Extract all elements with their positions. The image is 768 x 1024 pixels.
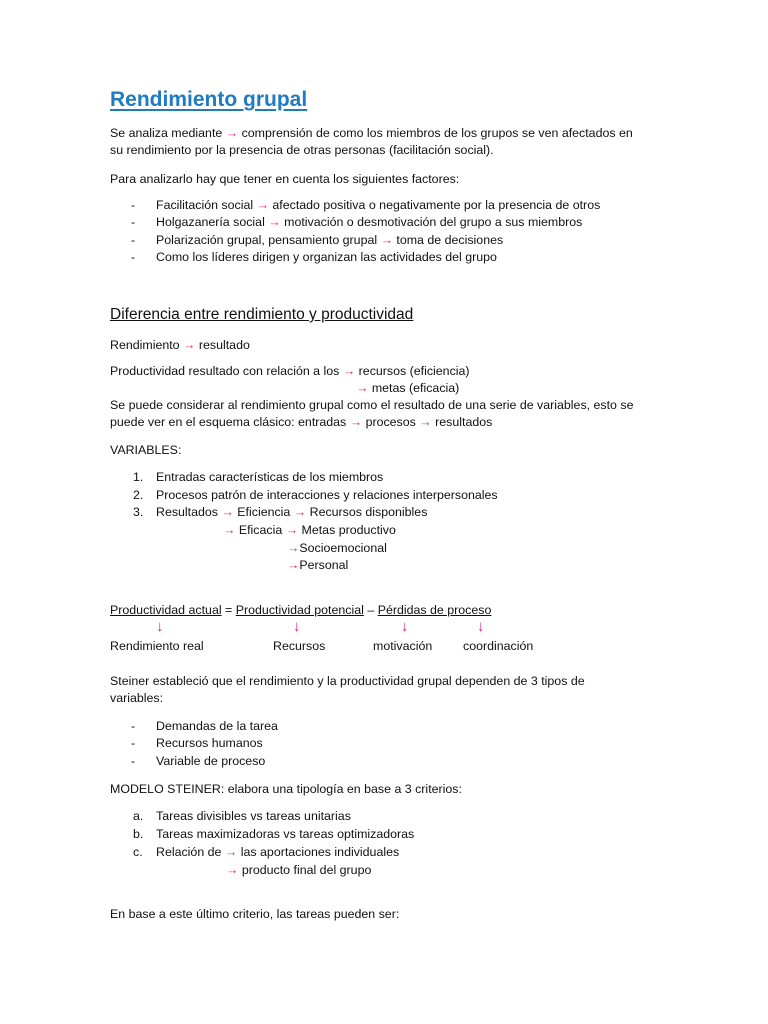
down-arrow-icon: ↓ xyxy=(477,618,485,635)
paragraph-last: En base a este último criterio, las tareas pueden ser: xyxy=(110,907,400,921)
list-subitem xyxy=(287,540,387,556)
text: puede ver en el esquema clásico: entradas xyxy=(110,415,347,429)
list-subitem xyxy=(287,557,348,573)
factor-name: Facilitación social xyxy=(156,198,254,212)
text: Resultados xyxy=(156,505,218,519)
text: resultados xyxy=(435,415,493,429)
list-item xyxy=(156,197,600,213)
list-item: Como los líderes dirigen y organizan las actividades del grupo xyxy=(156,250,497,264)
equation-label: Rendimiento real xyxy=(110,639,204,653)
factor-desc: motivación o desmotivación del grupo a sus miembros xyxy=(284,215,583,229)
list-item xyxy=(156,504,427,520)
arrow-icon: → xyxy=(342,364,356,378)
productividad-line2 xyxy=(356,380,459,396)
intro-text: comprensión de como los miembros de los grupos se ven afectados en xyxy=(241,126,633,140)
arrow-icon: → xyxy=(419,415,432,429)
text: producto final del grupo xyxy=(241,863,372,877)
bullet-dash: - xyxy=(131,754,136,768)
paragraph-intro-line1 xyxy=(110,125,633,141)
text: Eficiencia xyxy=(237,505,291,519)
equation-label: motivación xyxy=(373,639,433,653)
list-item xyxy=(156,214,582,230)
list-marker: a. xyxy=(133,809,144,823)
equation-label: coordinación xyxy=(463,639,534,653)
text: Metas productivo xyxy=(301,523,396,537)
factor-name: Holgazanería social xyxy=(156,215,265,229)
list-subitem xyxy=(223,522,396,538)
list-marker: 2. xyxy=(133,488,144,502)
term-def: metas (eficacia) xyxy=(371,381,460,395)
list-item: Tareas divisibles vs tareas unitarias xyxy=(156,809,351,823)
equation-line xyxy=(110,602,491,618)
term-def: resultado xyxy=(198,338,250,352)
text: Recursos disponibles xyxy=(309,505,428,519)
list-marker: 3. xyxy=(133,505,144,519)
paragraph-steiner-line2: variables: xyxy=(110,691,164,705)
arrow-icon: → xyxy=(380,233,393,247)
arrow-icon: → xyxy=(356,381,369,395)
list-item: Recursos humanos xyxy=(156,736,263,750)
down-arrow-icon: ↓ xyxy=(401,618,409,635)
paragraph-esquema-line2 xyxy=(110,414,492,430)
variables-label: VARIABLES: xyxy=(110,443,182,457)
arrow-icon: → xyxy=(287,541,300,555)
bullet-dash: - xyxy=(131,250,136,264)
intro-text: Se analiza mediante xyxy=(110,126,223,140)
paragraph-steiner-line1: Steiner estableció que el rendimiento y la productividad grupal dependen de 3 tipos de xyxy=(110,674,585,688)
term: Productividad resultado con relación a los xyxy=(110,364,340,378)
paragraph-modelo: MODELO STEINER: elabora una tipología en base a 3 criterios: xyxy=(110,782,462,796)
down-arrow-icon: ↓ xyxy=(293,618,301,635)
productividad-line xyxy=(110,363,470,379)
paragraph-intro-line2: su rendimiento por la presencia de otras personas (facilitación social). xyxy=(110,143,494,157)
paragraph-factors-intro: Para analizarlo hay que tener en cuenta los siguientes factores: xyxy=(110,172,460,186)
arrow-icon: → xyxy=(268,215,281,229)
list-item xyxy=(156,232,503,248)
equation-term: Productividad potencial xyxy=(235,603,364,617)
text: Eficacia xyxy=(238,523,283,537)
arrow-icon: → xyxy=(256,198,269,212)
term: Rendimiento xyxy=(110,338,180,352)
rendimiento-line xyxy=(110,337,250,353)
arrow-icon: → xyxy=(183,338,196,352)
arrow-icon: → xyxy=(221,505,234,519)
list-item: Demandas de la tarea xyxy=(156,719,278,733)
arrow-icon: → xyxy=(287,558,300,572)
list-item xyxy=(156,844,399,860)
equation-operator: – xyxy=(367,603,375,617)
text: las aportaciones individuales xyxy=(240,845,400,859)
term-def: recursos (eficiencia) xyxy=(358,364,470,378)
bullet-dash: - xyxy=(131,736,136,750)
list-item: Variable de proceso xyxy=(156,754,266,768)
bullet-dash: - xyxy=(131,233,136,247)
equation-label: Recursos xyxy=(273,639,326,653)
bullet-dash: - xyxy=(131,215,136,229)
equation-operator: = xyxy=(225,603,233,617)
factor-desc: afectado positiva o negativamente por la presencia de otros xyxy=(272,198,601,212)
list-subitem xyxy=(226,862,371,878)
text: Personal xyxy=(299,558,349,572)
text: Socioemocional xyxy=(299,541,387,555)
arrow-icon: → xyxy=(224,845,238,859)
arrow-icon: → xyxy=(285,523,299,537)
arrow-icon: → xyxy=(226,863,239,877)
bullet-dash: - xyxy=(131,719,136,733)
equation-term: Productividad actual xyxy=(110,603,222,617)
paragraph-esquema-line1: Se puede considerar al rendimiento grupal como el resultado de una serie de variables, esto se xyxy=(110,398,634,412)
list-marker: b. xyxy=(133,827,144,841)
arrow-icon: → xyxy=(225,126,239,140)
arrow-icon: → xyxy=(223,523,236,537)
list-item: Entradas características de los miembros xyxy=(156,470,384,484)
list-item: Procesos patrón de interacciones y relaciones interpersonales xyxy=(156,488,498,502)
arrow-icon: → xyxy=(349,415,363,429)
list-marker: c. xyxy=(133,845,143,859)
page-title: Rendimiento grupal xyxy=(110,88,308,111)
text: Relación de xyxy=(156,845,222,859)
bullet-dash: - xyxy=(131,198,136,212)
factor-name: Polarización grupal, pensamiento grupal xyxy=(156,233,378,247)
equation-term: Pérdidas de proceso xyxy=(377,603,492,617)
text: procesos xyxy=(365,415,416,429)
section-heading: Diferencia entre rendimiento y productividad xyxy=(110,306,414,323)
factor-desc: toma de decisiones xyxy=(396,233,504,247)
arrow-icon: → xyxy=(293,505,307,519)
list-marker: 1. xyxy=(133,470,144,484)
list-item: Tareas maximizadoras vs tareas optimizadoras xyxy=(156,827,415,841)
down-arrow-icon: ↓ xyxy=(156,618,164,635)
